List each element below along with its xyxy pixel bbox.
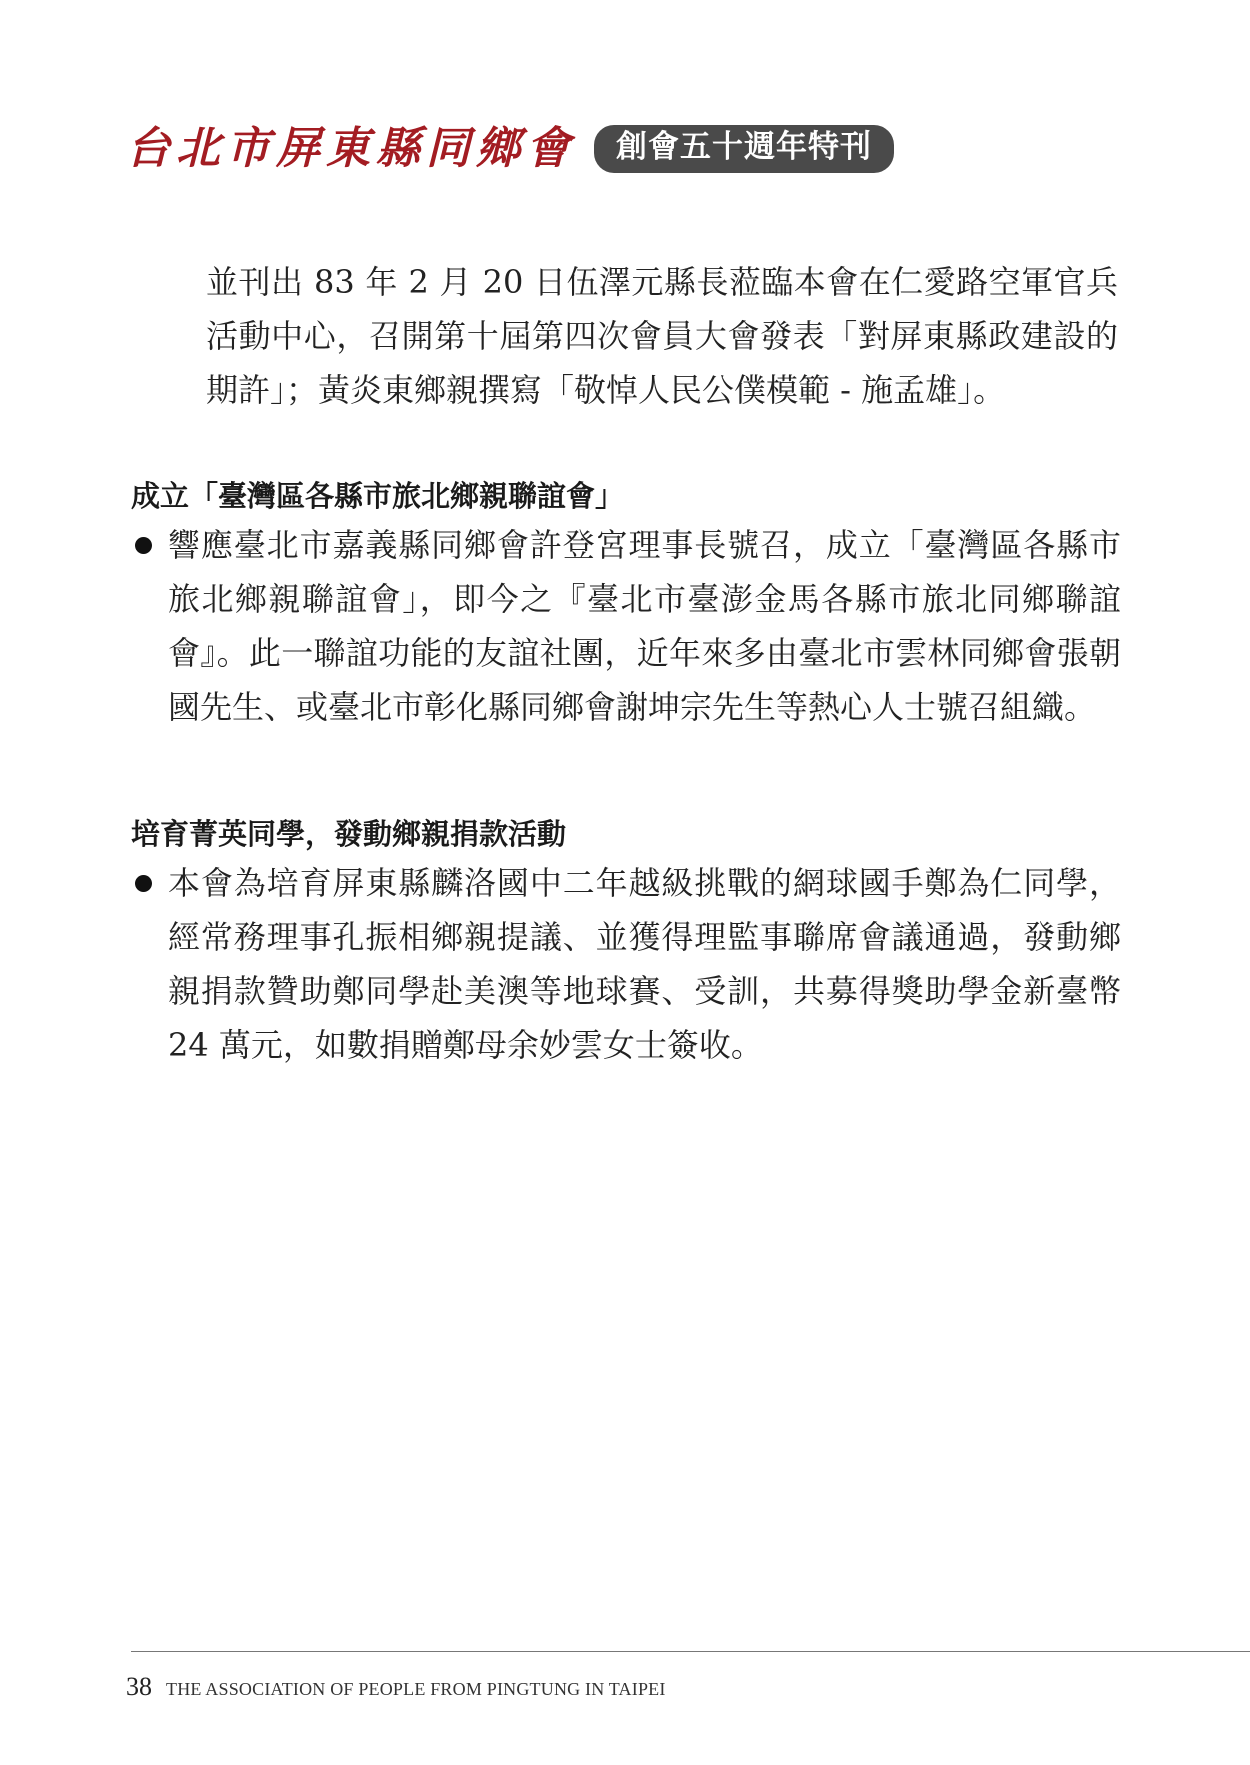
page-number: 38	[126, 1672, 152, 1701]
bullet-text: 響應臺北市嘉義縣同鄉會許登宮理事長號召，成立「臺灣區各縣市旅北鄉親聯誼會」，即今之『臺北市臺澎金馬各縣市旅北同鄉聯誼會』。此一聯誼功能的友誼社團，近年來多由臺北市雲林同鄉會張朝國先生、或臺北市彰化縣同鄉會謝坤宗先生等熱心人士號召組織。	[168, 526, 1121, 726]
anniversary-badge: 創會五十週年特刊	[594, 125, 894, 172]
section-title-donation: 培育菁英同學，發動鄉親捐款活動	[131, 817, 567, 851]
bullet-item	[131, 856, 1121, 1072]
section-bullets-alliance	[131, 518, 1121, 734]
bullet-dot-icon	[135, 875, 152, 892]
section-title-alliance: 成立「臺灣區各縣市旅北鄉親聯誼會」	[131, 479, 625, 513]
page-footer	[126, 1672, 666, 1702]
section-bullets-donation	[131, 856, 1121, 1072]
bullet-text: 本會為培育屏東縣麟洛國中二年越級挑戰的網球國手鄭為仁同學，經常務理事孔振相鄉親提議、並獲得理監事聯席會議通過，發動鄉親捐款贊助鄭同學赴美澳等地球賽、受訓，共募得獎助學金新臺幣 24 萬元，如數捐贈鄭母余妙雲女士簽收。	[168, 864, 1121, 1064]
bullet-dot-icon	[135, 537, 152, 554]
publication-name: THE ASSOCIATION OF PEOPLE FROM PINGTUNG IN TAIPEI	[166, 1679, 666, 1699]
page-header	[126, 118, 894, 180]
bullet-item	[131, 518, 1121, 734]
association-title: 台北市屏東縣同鄉會	[126, 123, 576, 174]
footer-divider	[131, 1651, 1250, 1652]
intro-paragraph: 並刊出 83 年 2 月 20 日伍澤元縣長蒞臨本會在仁愛路空軍官兵活動中心，召開第十屆第四次會員大會發表「對屏東縣政建設的期許」；黃炎東鄉親撰寫「敬悼人民公僕模範 - 施孟雄」。	[206, 263, 1118, 409]
